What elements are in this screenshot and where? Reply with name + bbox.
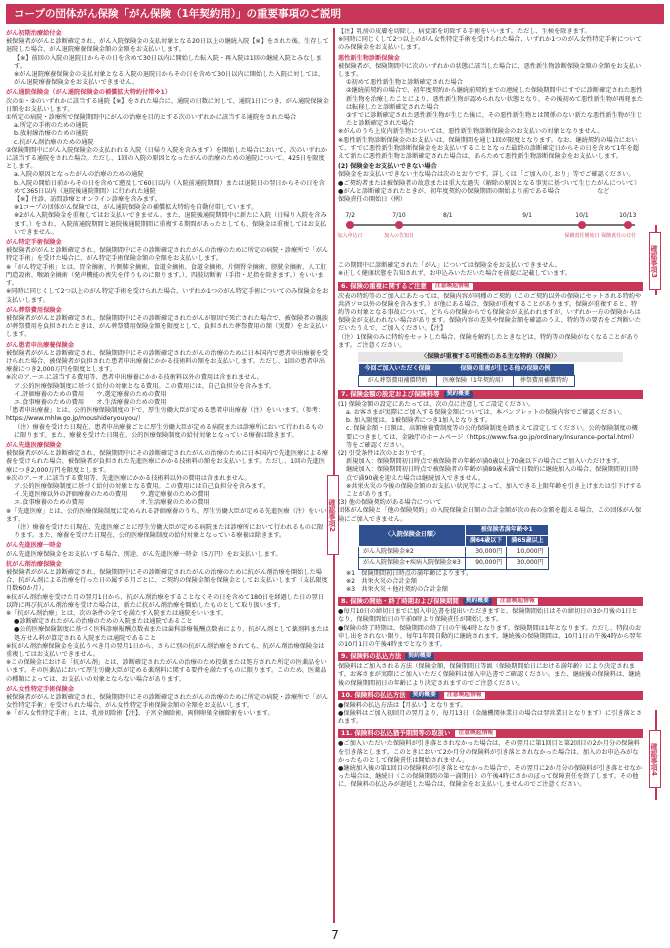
paragraph: 保険責任の開始日（例） [338, 196, 407, 204]
list-item: a.入院の原因となったがんの治療のための通院 [14, 171, 144, 179]
note: ※「先進医療」とは、公的医療保険制度に定められる評価療養のうち、厚生労働大臣が定める先進医療（注）をいいます。 [6, 507, 327, 523]
note: ※がん退院療養保険金の支払対象となる入院の退院日からその日を含めて30日以内に開始した入院に対しては、がん退院療養保険金をお支払いできません。 [14, 71, 325, 87]
table-header: 満64歳以下 [465, 535, 506, 546]
note: ※「がん特定手術」とは、胃全摘術、片側肺全摘術、食道全摘術、食道全摘術、片側腎全摘術、膀胱全摘術、人工肛門造設術、喉頭全摘術（発声機能の喪失を伴うものに限ります。）、四肢切断術（手指・足指を除きます。）をいいます。 [6, 263, 327, 288]
overlap-table [358, 364, 575, 386]
daily-amount-table [358, 524, 549, 570]
page-number: 7 [331, 928, 339, 942]
paragraph: ②保険期間中にがん入院保険金の支払われる入院（日帰り入院を含みます）を開始した場合において、次のいずれかに該当する通院をされた場合。ただし、1回の入院の原因となったがんの治療のための通院について、425日を限度とします。 [6, 146, 327, 171]
list-item: ③すでに診断確定された悪性新生物が生じた後に、その悪性新生物とは関係のない新たな悪性新生物が生じたと診断確定された場合 [346, 112, 643, 128]
list-item: エ.食事療養のための費用 オ.生活療養のための費用 [14, 398, 167, 406]
footnote: ※1 保険期間初日時点の満年齢によります。 [346, 569, 473, 577]
section-tab-2: 確認事項2 [327, 475, 339, 555]
caution-tag: 注意喚起情報 [431, 282, 474, 291]
table-cell: がん入院保険金※2 [359, 547, 466, 558]
note: ※がんのうち上皮内新生物については、悪性新生物診断保険金のお支払いの対象となりません。 [338, 128, 604, 136]
heading-not-payable: (2) 保険金をお支払いできない場合 [338, 163, 437, 171]
summary-tag: 契約概要 [463, 598, 492, 605]
footnote: ※3 共栄火災＋他社契約の合計金額 [346, 585, 448, 593]
list-item: a.所定の手術のための通院 [14, 122, 88, 130]
section-tab-3: 確認事項3 [649, 232, 661, 290]
timeline-date: 9/1 [522, 212, 532, 220]
list-item: b.入院の開始日前からその日を含めて遡及して60日以内（入院前通院期間）または退院日の翌日からその日を含めて365日以内（退院後通院期間）に行われた通院 [14, 179, 325, 195]
table-header: 今回ご加入いただく保険 [359, 364, 437, 375]
paragraph: ●保険料はご加入初回月の翌月より、毎月13日（金融機関休業日の場合は翌営業日となります）に引き落とされます。 [338, 710, 643, 726]
section-tab-4: 確認事項4 [649, 730, 661, 788]
timeline-note: 加入の告知日 [383, 233, 415, 240]
paragraph: 次の①・②のいずれかに該当する通院【※】をされた場合に、通院の日数に対して、通院1日につき、がん通院保険金日額をお支払いします。 [6, 97, 329, 113]
note: ※次のア.～エ.に該当する費用等、患者申出療養にかかる技術料以外の費用は含まれません。 [6, 374, 263, 382]
heading-anticancer: 抗がん剤治療保険金 [6, 560, 62, 568]
heading-initial-treatment: がん初期治療給付金 [6, 30, 62, 37]
list-item: ●ご契約者または被保険者の故意または重大な過失（解除の原因となる事実に基づいて生じたがんについて） [338, 179, 641, 187]
paragraph: 被保険者ががんと診断確定され、保険期間中にその診断確定されたがんの治療のために抗がん剤治療を開始した場合、抗がん剤による治療を行った日の属する月ごとに、ご契約の保険金額を保険金としてお支払いします（支払限度月数60か月）。 [6, 569, 328, 593]
caution-tag: 注意喚起情報 [496, 597, 539, 606]
heading-advanced-lump: がん先進医療一時金 [6, 542, 62, 550]
note: ※悪性新生物診断保険金のお支払いは、保険期間を通じ1回が限度となります。なお、継続契約の場合において、すでに悪性新生物診断保険金をお支払いすることとなった最終の診断確定日からその日を含めて1年を超えて新たに悪性新生物と診断確定された場合は、あらためて悪性新生物診断保険金をお支払いします。 [338, 136, 639, 161]
note: 【※】前回の入院の退院日からその日を含めて30日以内に開始した転入院・再入院は1回の継続入院とみなします。 [14, 54, 322, 70]
table-header: 満65歳以上 [507, 535, 548, 546]
summary-tag: 契約概要 [405, 653, 434, 660]
heading-female-surgery: がん女性特定手術保険金 [6, 685, 75, 693]
table-caption: 〈保険が重複する可能性のある主な特約（保険）〉 [358, 352, 623, 362]
section-header-7 [338, 390, 643, 399]
list-item: ●公的医療保険制度に基づく医科診療報酬点数表または歯科診療報酬点数表により、抗がん剤として薬剤料または処方せん料が算定される入院または通院であること [14, 626, 329, 642]
list-item: イ.先進医療以外の評価療養のための費用 ウ.選定療養のための費用 [14, 491, 210, 499]
note: ※2がん入院保険金を重複してはお支払いできません。また、退院後通院期間中に新たに入院（日帰り入院を含みます。）をされ、入院前通院期間と退院後通院期間に重複する期間があったとしても、保険金は重複してはお支払いできません。 [14, 212, 327, 236]
paragraph: 被保険者ががんと診断確定され、保険期間中にその診断確定されたがんが原因で死亡された場合で、被保険者の親族が葬祭費用を負担されたときは、がん葬祭費用保険金額を限度として、負担された葬祭費用の額（実費）をお支払いします。 [6, 314, 328, 339]
timeline-dot [346, 221, 354, 229]
table-header: 〈入院保険金日額〉 [359, 524, 466, 546]
list-item: ②継続前契約の場合で、初年度契約から継続前契約までの連続した保険期間中にすでに診断確定された悪性新生物を治療したことにより、悪性新生物が認められない状態となり、その後初めて悪性新生物が再発または転移したと診断確定された場合 [346, 87, 643, 111]
caution-tag: 注意喚起情報 [454, 729, 497, 738]
page-title: コープの団体がん保険「がん保険（1年契約用）」の重要事項のご説明 [6, 4, 664, 24]
section-title: 7. 保険金額の設定および保険料等 [341, 389, 440, 398]
paragraph: ●継続加入後の第1回目の保険料が引き落とせなかった場合で、その翌月に2か月分の保険料が引き落とせなかった場合は、継続日（この保険期間の第一満期日）の午後4時にさかのぼって保障責任を終了します。その他に、保険料の払込みが遅延した場合は、保険金をお支払いしませんのでご注意ください。 [338, 765, 642, 789]
timeline-note: 保険責任の日付 [601, 233, 637, 240]
note: ※抗がん剤治療を受けた月の翌月1日から、抗がん剤治療をすることなくその日を含めて180日を経過した日の翌日以降に再び抗がん剤治療を受けた場合は、新たに抗がん剤治療を開始したものとして取り扱います。 [6, 593, 324, 609]
timeline-axis [346, 224, 635, 226]
timeline-date: 10/13 [619, 212, 637, 220]
paragraph: (3) 他の保険契約がある場合について [338, 499, 442, 507]
timeline-date: 7/10 [392, 212, 406, 220]
note: ※同時に同じくして2つ以上のがん女性特定手術を受けられた場合、いずれか1つのがん女性特定手術についてのみ保険金をお支払いします。 [338, 36, 642, 52]
section-header-6 [338, 282, 643, 291]
list-item: 新規加入：保険期間初日時点で被保険者の年齢が満0歳以上70歳以下の場合にご加入いただけます。 [346, 458, 624, 466]
right-column [338, 28, 643, 923]
note: ※抗がん剤治療保険金を支払うべき月の翌月1日から、さらに別の抗がん剤治療をされても、抗がん剤治療保険金は重複してはお支払いできません。 [6, 642, 325, 659]
note: ※「抗がん剤治療」とは、次の条件の全てを満たす入院または通院をいいます。 [6, 610, 228, 618]
paragraph: 被保険者ががんと診断確定され、保険期間中にその診断確定されたがんの治療のために所定の病院・診療所で「がん女性特定手術」を受けられた場合、がん女性特定手術保険金額の全額をお支払いします。 [6, 694, 329, 710]
paragraph: 被保険者ががんと診断確定され、がん入院保険金の支払対象となる20日以上の継続入院【※】をされた後、生存して退院した場合、がん退院療養保険金額の金額をお支払いします。 [6, 38, 329, 54]
paragraph: (2) 引受条件は次のとおりです。 [338, 449, 429, 457]
section-header-11 [338, 729, 643, 738]
section-header-9 [338, 652, 643, 661]
list-item: エ.食事療養のための費用 オ.生活療養のための費用 [14, 499, 210, 507]
heading-funeral: がん葬祭費用保険金 [6, 306, 62, 314]
list-item: c. 保険金額・日額は、高額療養費制度等の公的保険制度を踏まえて設定してください。公的保険制度の概要につきましては、金融庁のホームページ（https://www.fsa.go.jp/ordinary/insurance-portal.html）等をご確認ください。 [346, 425, 638, 449]
table-cell: がん入院保険金+疾病入院保険金※3 [359, 558, 466, 569]
note: ※次のア.～オ.に該当する費用等、先進医療にかかる技術料以外の費用は含まれません。 [6, 474, 251, 482]
note: 【※】往診、訪問診療とオンライン診療を含みます。 [14, 196, 161, 204]
table-cell: 医療保険（1年契約用） [437, 375, 514, 386]
note: ※「がん女性特定手術」とは、乳房切除術【注】、子宮全摘除術、両側卵巣全摘除術をいいます。 [6, 710, 274, 718]
paragraph: 次表の特約等のご加入にあたっては、保険内容が同種のご契約（このご契約以外の保険にセットされる特約や共済ソロ以外の保険を含みます。）が他にある場合、保険が重複することがあります。保険が重複すると、特約等の対象となる事故について、どちらの保険からでも保険金が支払われますが、いずれか一方の保険からは保険金が支払われない場合があります。保険内容の差異や保険金額を確認のうえ、特約等の要否をご判断いただいたうえで、ご加入ください。【注】 [338, 292, 642, 333]
paragraph: ●保険料の払込方法は【月払い】となります。 [338, 701, 467, 709]
timeline-date: 7/2 [345, 212, 356, 220]
table-cell: 30,000円 [507, 558, 548, 569]
paragraph: ●保険の終了時期は、保険期間の終了日の午後4時となります。保険期間は1年となります。ただし、特段のお申し出をされない限り、毎年1年間自動的に継続されます。継続後の保険期間は、10月1日の午後4時から翌年の10月1日の午後4時までとなります。 [338, 624, 642, 648]
timeline-date: 10/1 [575, 212, 589, 220]
timeline-note: 保険責任開始日 [564, 233, 600, 240]
paragraph: ●毎月10日の締切日までに加入申込書を提出いただきますと、保険期間始日はその締切日の3か月後の1日となり、保険期間始日の午前0時より保険責任が開始します。 [338, 608, 638, 624]
list-item: ●診断確定されたがんの治療のための入院または通院であること [14, 618, 193, 626]
note: （注）1保険のみに特約をセットした場合、保険を解約したときなどは、特約等の保険がなくなることがあります。ご注意ください。 [338, 333, 639, 349]
section-header-8 [338, 597, 643, 606]
note: ※同時に同じくして2つ以上のがん特定手術を受けられた場合、いずれか1つのがん特定手術についてのみ保険金をお支払いします。 [6, 288, 329, 304]
timeline-dot [578, 221, 586, 229]
paragraph: ①所定の病院・診療所で保険期間中にがんの治療を目的とする次のいずれかに該当する通院をされた場合 [6, 114, 297, 122]
paragraph: 被保険者ががんと診断確定され、保険期間中にその診断確定されたがんの治療のために日本国内で患者申出療養を受けられた場合、被保険者が負担された患者申出療養にかかる技術料の額をお支払いします。ただし、1回の患者申出療養につき2,000万円を限度とします。 [6, 349, 329, 374]
heading-outpatient: がん通院保険金（がん通院保険金の補償拡大特約付帯※1） [6, 89, 172, 97]
table-header: 被保険者満年齢※1 [465, 524, 548, 535]
note: ※正しく健康状態を告知されず、お申込みいただいた場合を前提に記載しています。 [338, 270, 572, 278]
paragraph: 被保険者が、保険期間中に次のいずれかの状態に該当した場合に、悪性新生物診断保険金額の全額をお支払いします。 [338, 62, 642, 79]
table-cell: 葬祭費用補償特約 [513, 375, 574, 386]
section-title: 11. 保険料の払込猶予期間等の取扱い [341, 729, 451, 738]
summary-tag: 契約概要 [410, 692, 439, 699]
list-item: ア.公的医療保険制度に基づく給付の対象となる費用。この費用には、自己負担分を含みます。 [14, 382, 276, 390]
timeline [338, 207, 643, 259]
heading-diagnosis: 悪性新生物診断保険金 [338, 54, 400, 62]
table-cell: がん葬祭費用補償特約 [359, 375, 437, 386]
heading-surgery: がん特定手術保険金 [6, 239, 62, 247]
note: ※この保険金における「抗がん剤」とは、診断確定されたがんの治療のため投薬または処方された所定の医薬品をいいます。その医薬品において厚生労働大臣が定める薬剤料に関する要件を満たすものに限ります。このため、医薬品の種類によっては、お支払いの対象とならない場合があります。 [6, 659, 327, 683]
heading-patient-request: がん患者申出療養保険金 [6, 341, 75, 349]
table-header: 保険の重複が生じる他の保険の例 [437, 364, 575, 375]
list-item: b. 加入限度は、1被保険者につき1加入となります。 [346, 417, 492, 425]
list-item: イ.評価療養のための費用 ウ.選定療養のための費用 [14, 390, 167, 398]
paragraph: 保険金をお支払いできない主な場合は次のとおりです。詳しくは「ご加入のしおり」等でご確認ください。 [338, 171, 635, 179]
paragraph: 被保険者ががんと診断確定され、保険期間中にその診断確定されたがんの治療のために所定の病院・診療所で「がん特定手術」を受けた場合に、がん特定手術保険金額の全額をお支払いします。 [6, 247, 329, 263]
list-item: ア.公的医療保険制度に基づく給付の対象となる費用。この費用には自己負担分を含みます。 [14, 482, 270, 490]
list-item: b.放射線治療のための通院 [14, 130, 88, 138]
paragraph: がん先進医療保険金をお支払いする場合、別途、がん先進医療一時金（5万円）をお支払いします。 [6, 550, 282, 558]
caution-tag: 注意喚起情報 [443, 691, 486, 700]
list-item: ●がんと診断確定されたときが、初年度契約の保険期間の開始より前である場合 など [338, 187, 610, 195]
table-cell: 90,000円 [465, 558, 506, 569]
list-item: 継続加入：保険期間初日時点で被保険者の年齢が満89歳未満で日数的に継続加入の場合、保険期間初日時点で満90歳を迎えた場合は継続加入できません。 [346, 466, 639, 482]
section-title: 10. 保険料の払込方法 [341, 690, 406, 699]
paragraph: 被保険者ががんと診断確定され、保険期間中にその診断確定されたがんの治療のために日本国内で先進医療による療養を受けられた場合、被保険者が負担された先進医療にかかる技術料の額をお支払いします。ただし、1回の先進医療につき2,000万円を限度とします。 [6, 450, 329, 474]
paragraph: ●ご加入いただいた保険料が引き落とされなかった場合は、その翌月に第1回目と第2回目の2か月分の保険料を引き落とします。このときにおいて2か月分の保険料が引き落とされなかった場合は、加入のお申込みがなかったものとして保険責任は開始されません。 [338, 740, 640, 764]
timeline-note: 加入申込日 [338, 233, 363, 240]
section-title: 8. 保険の開始・終了時期および保険期間 [341, 597, 459, 606]
paragraph: 団体がん保険と「他の保険契約」の入院保険金日額の合計金額が次の表の金額を超える場合、この団体がん保険にご加入できません。 [338, 507, 642, 523]
paragraph: (1) 保険金額の設定にあたっては、次の点に注意してご設定ください。 [338, 400, 535, 408]
heading-advanced: がん先進医療保険金 [6, 441, 62, 449]
note: （注）療養を受けた日現在、患者申出療養ごとに厚生労働大臣が定める病院または診療所において行われるものに限ります。また、療養を受けた日現在、公的医療保険制度の給付対象となっている療養は除きます。 [14, 423, 324, 439]
section-title: 9. 保険料の払込方法 [341, 652, 402, 661]
section-header-10 [338, 691, 643, 700]
note: ※1コープの団体がん保険では、がん通院保険金の補償拡大特約を自動付帯しています。 [14, 204, 258, 212]
note: 「患者申出療養」とは、公的医療保険制度の下で、厚生労働大臣が定める患者申出療養（注）をいいます。（参考：https://www.mhlw.go.jp/moushideryouyou/） [6, 407, 325, 423]
note: （注）療養を受けた日現在、先進医療ごとに厚生労働大臣が定める病院または診療所において行われるものに限ります。また、療養を受けた日現在、公的医療保険制度の給付対象となっている療養は除きます。 [14, 523, 324, 540]
table-cell: 10,000円 [507, 547, 548, 558]
summary-tag: 契約概要 [444, 391, 473, 398]
section-title: 6. 保険の重複に関するご注意 [341, 281, 427, 290]
note: ※共栄火災の今後の保険金額のお支払い状況等によって、加入できる上限年齢を引き上げまたは引下げすることがあります。 [346, 482, 642, 498]
timeline-dot [395, 221, 403, 229]
list-item: c.抗がん剤治療のための通院 [14, 138, 94, 146]
list-item: a. お客さまが実際にご加入する保険金額については、本パンフレットの保険内容でご確認ください。 [346, 408, 626, 416]
table-cell: 30,000円 [465, 547, 506, 558]
left-column [6, 28, 329, 923]
timeline-date: 8/1 [442, 212, 453, 220]
note: 【注】乳房の皮膚を切除し、病変部を切除する手術をいいます。ただし、生検を除きます。 [338, 28, 591, 35]
timeline-dot [624, 221, 632, 229]
paragraph: 保険料はご加入される方法（保険金額、保険期間日等級（保険期間始日における満年齢）により決定されます。お客さまが実際にご加入いただく保険料は加入申込書でご確認ください。また、継続後の保険料は、継続後の保険期間初日の年齢により決定されますのでご注意ください。 [338, 663, 641, 687]
footnote: ※2 共栄火災の合計金額 [346, 577, 417, 585]
note: この期間中に診断確定された「がん」については保険金をお支払いできません。 [338, 262, 561, 270]
list-item: ①初めて悪性新生物と診断確定された場合 [346, 79, 463, 87]
